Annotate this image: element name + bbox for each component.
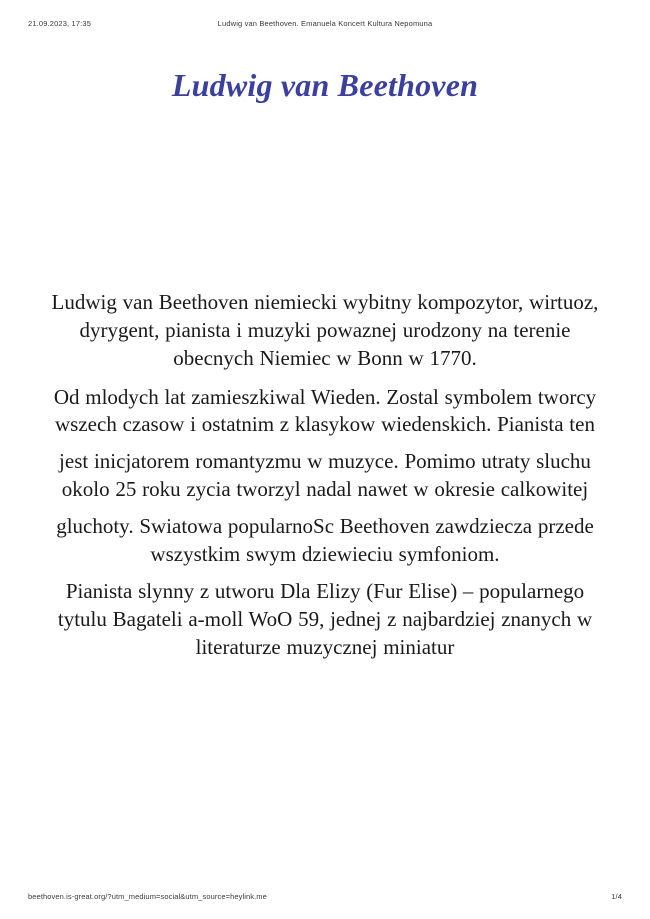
paragraph: Od mlodych lat zamieszkiwal Wieden. Zostal symbolem tworcy wszech czasow i ostatnim z klasykow wiedenskich. Pianista ten [53,384,597,437]
paragraph: Pianista slynny z utworu Dla Elizy (Fur Elise) – popularnego tytulu Bagateli a-moll WoO 59, jednej z najbardziej znanych w literaturze muzycznej miniatur [57,579,593,659]
paragraph: jest inicjatorem romantyzmu w muzyce. Pomimo utraty sluchu okolo 25 roku zycia tworzyl nadal nawet w okresie calkowitej [59,449,591,502]
page-content [28,50,622,873]
print-header-date: 21.09.2023, 17:35 [28,18,92,28]
print-footer-page-number: 1/4 [611,892,622,901]
print-header [0,16,650,30]
paragraph: gluchoty. Swiatowa popularnoSc Beethoven zawdziecza przede wszystkim swym dziewieciu symfoniom. [56,514,594,567]
page-title: Ludwig van Beethoven [171,67,479,103]
print-footer [0,887,650,901]
article-body [28,289,622,662]
print-header-page-title: Ludwig van Beethoven. Emanuela Koncert Kultura Nepomuna [217,18,433,28]
paragraph: Ludwig van Beethoven niemiecki wybitny kompozytor, wirtuoz, dyrygent, pianista i muzyki powaznej urodzony na terenie obecnych Niemiec w Bonn w 1770. [51,289,599,370]
image-placeholder [28,104,622,289]
print-footer-url: beethoven.is-great.org/?utm_medium=social&utm_source=heylink.me [28,892,267,901]
